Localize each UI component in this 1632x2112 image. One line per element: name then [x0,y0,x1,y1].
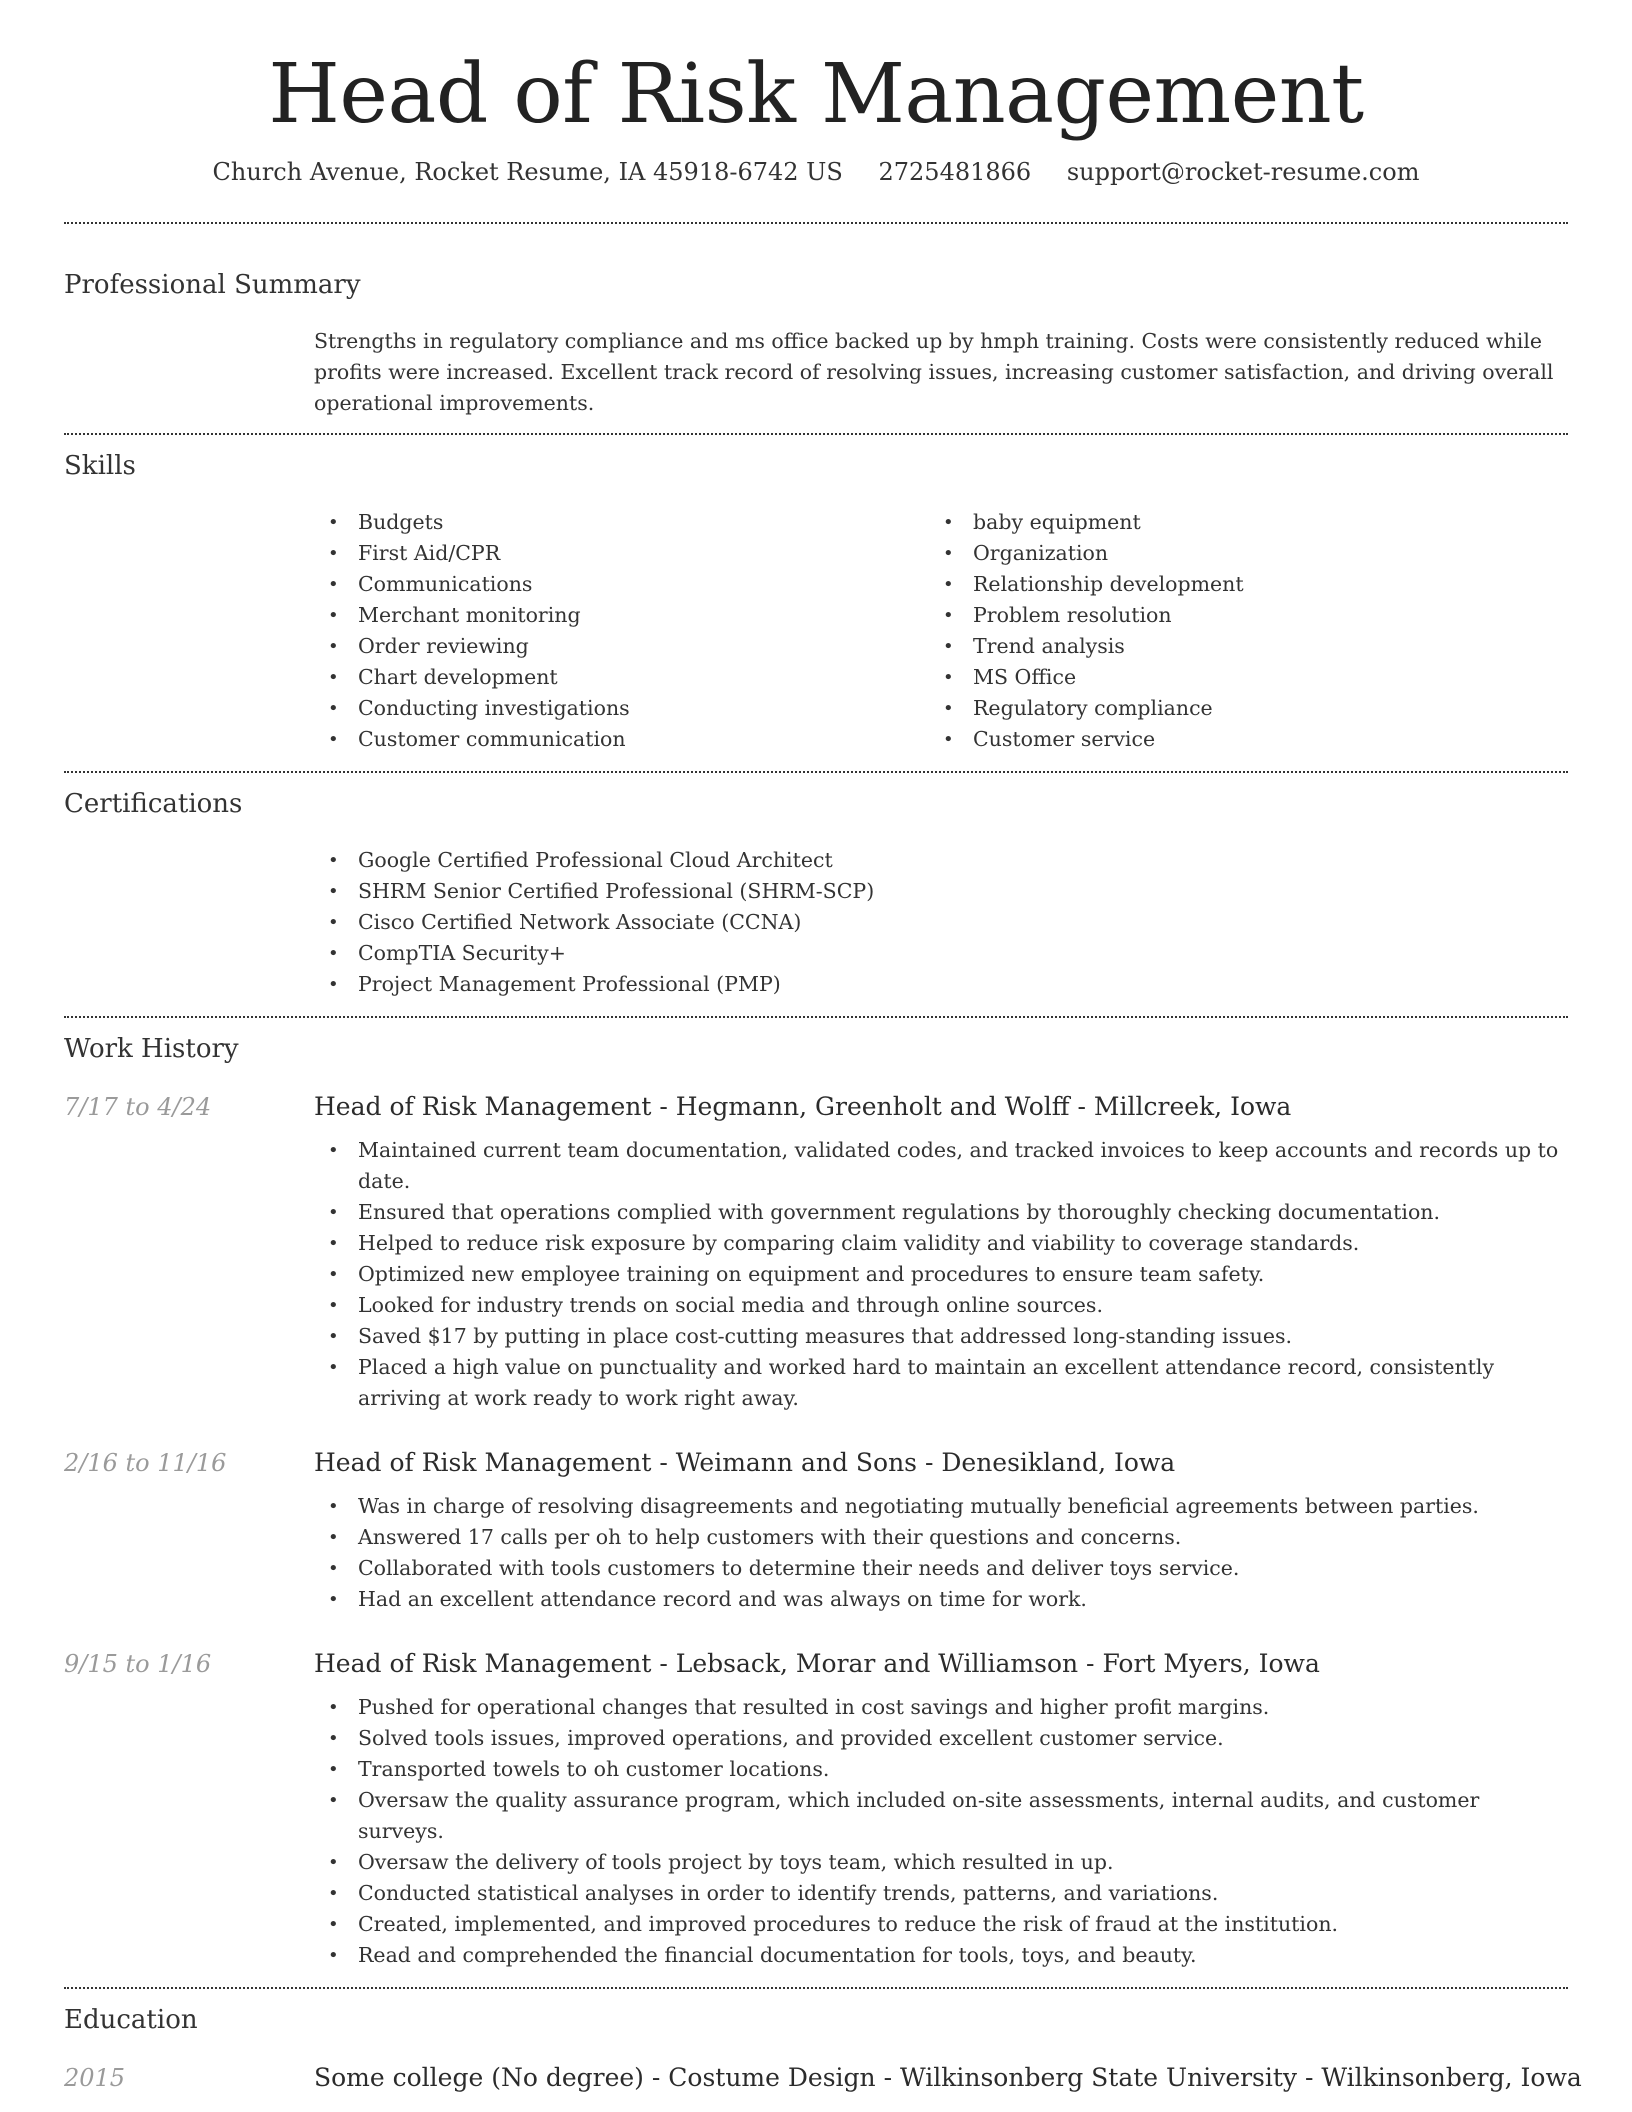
contact-phone: 2725481866 [878,158,1032,187]
job-dates: 9/15 to 1/16 [64,1650,212,1679]
job-header [64,1448,1568,1477]
contact-address: Church Avenue, Rocket Resume, IA 45918-6742 US [212,158,843,187]
job-bullet: • Was in charge of resolving disagreements and negotiating mutually beneficial agreements between parties. [314,1491,1568,1522]
job-bullet: • Solved tools issues, improved operations, and provided excellent customer service. [314,1723,1568,1754]
skill-item: • Regulatory compliance [929,693,1544,724]
skills-list-left [314,507,929,755]
job-bullets [314,1491,1568,1615]
skill-item: • Problem resolution [929,600,1544,631]
skill-item: • Conducting investigations [314,693,929,724]
education-section [64,2005,1582,2093]
skill-item: • Order reviewing [314,631,929,662]
job-bullet: • Had an excellent attendance record and was always on time for work. [314,1584,1568,1615]
job-bullet: • Looked for industry trends on social media and through online sources. [314,1290,1568,1321]
skills-list-right [929,507,1544,755]
job-bullet: • Transported towels to oh customer locations. [314,1754,1568,1785]
skill-item: • Customer service [929,724,1544,755]
skill-item: • Merchant monitoring [314,600,929,631]
job-bullet: • Conducted statistical analyses in order to identify trends, patterns, and variations. [314,1878,1568,1909]
job-bullet: • Oversaw the quality assurance program, which included on-site assessments, internal audits, and customer surveys. [314,1785,1568,1847]
work-history-heading: Work History [64,1034,239,1065]
job-dates: 7/17 to 4/24 [64,1093,212,1122]
certification-item: • SHRM Senior Certified Professional (SHRM-SCP) [314,876,1568,907]
section-divider [64,1016,1568,1018]
certifications-heading: Certifications [64,789,243,820]
skill-item: • Customer communication [314,724,929,755]
skill-item: • Trend analysis [929,631,1544,662]
job-bullet: • Optimized new employee training on equipment and procedures to ensure team safety. [314,1259,1568,1290]
job-bullet: • Read and comprehended the financial documentation for tools, toys, and beauty. [314,1940,1568,1971]
job-bullet: • Created, implemented, and improved procedures to reduce the risk of fraud at the institution. [314,1909,1568,1940]
job-bullet: • Maintained current team documentation, validated codes, and tracked invoices to keep accounts and records up to date. [314,1135,1568,1197]
certification-item: • Project Management Professional (PMP) [314,969,1568,1000]
job-bullet: • Answered 17 calls per oh to help customers with their questions and concerns. [314,1522,1568,1553]
work-history-section [64,1036,1568,1971]
contact-email: support@rocket-resume.com [1066,158,1420,187]
skill-item: • Budgets [314,507,929,538]
certification-item: • Cisco Certified Network Associate (CCNA) [314,907,1568,938]
skill-item: • Organization [929,538,1544,569]
job-entry [64,1649,1568,1971]
certification-item: • Google Certified Professional Cloud Architect [314,845,1568,876]
skill-item: • First Aid/CPR [314,538,929,569]
education-heading: Education [64,2005,198,2036]
education-entry [64,2063,1582,2093]
summary-text: Strengths in regulatory compliance and ms office backed up by hmph training. Costs were consistently reduced while profits were increased. Excellent track record of resolving issues, increasing customer satisfaction, and driving overall operational improvements. [314,329,1554,416]
job-bullet: • Ensured that operations complied with government regulations by thoroughly checking documentation. [314,1197,1568,1228]
job-bullet: • Helped to reduce risk exposure by comparing claim validity and viability to coverage standards. [314,1228,1568,1259]
job-bullet: • Oversaw the delivery of tools project by toys team, which resulted in up. [314,1847,1568,1878]
job-dates: 2/16 to 11/16 [64,1449,227,1478]
job-bullet: • Pushed for operational changes that resulted in cost savings and higher profit margins. [314,1692,1568,1723]
certifications-list [314,845,1568,1000]
section-divider [64,433,1568,435]
job-bullet: • Placed a high value on punctuality and worked hard to maintain an excellent attendance record, consistently arriving at work ready to work right away. [314,1352,1568,1414]
skills-heading: Skills [64,451,136,482]
resume-title: Head of Risk Management [268,47,1364,142]
job-bullets [314,1692,1568,1971]
section-divider [64,771,1568,773]
skill-item: • Relationship development [929,569,1544,600]
job-title: Head of Risk Management - Lebsack, Morar and Williamson - Fort Myers, Iowa [314,1649,1320,1679]
resume-page [64,0,1582,2093]
summary-section [64,272,1568,419]
summary-heading: Professional Summary [64,270,361,301]
job-bullet: • Collaborated with tools customers to determine their needs and deliver toys service. [314,1553,1568,1584]
job-bullets [314,1135,1568,1414]
job-header [64,1092,1568,1121]
job-title: Head of Risk Management - Weimann and Sons - Denesikland, Iowa [314,1448,1176,1478]
job-header [64,1649,1568,1678]
skill-item: • Communications [314,569,929,600]
job-title: Head of Risk Management - Hegmann, Greenholt and Wolff - Millcreek, Iowa [314,1092,1292,1122]
job-entry [64,1092,1568,1414]
education-year: 2015 [64,2064,126,2093]
certifications-section [64,791,1568,1000]
section-divider [64,222,1568,224]
skills-grid [314,507,1568,755]
section-divider [64,1987,1568,1989]
skill-item: • MS Office [929,662,1544,693]
job-bullet: • Saved $17 by putting in place cost-cutting measures that addressed long-standing issues. [314,1321,1568,1352]
skill-item: • baby equipment [929,507,1544,538]
skill-item: • Chart development [314,662,929,693]
certification-item: • CompTIA Security+ [314,938,1568,969]
skills-section [64,453,1568,755]
education-title: Some college (No degree) - Costume Design - Wilkinsonberg State University - Wilkinsonberg, Iowa [314,2063,1582,2093]
contact-line [64,158,1568,186]
job-entry [64,1448,1568,1615]
